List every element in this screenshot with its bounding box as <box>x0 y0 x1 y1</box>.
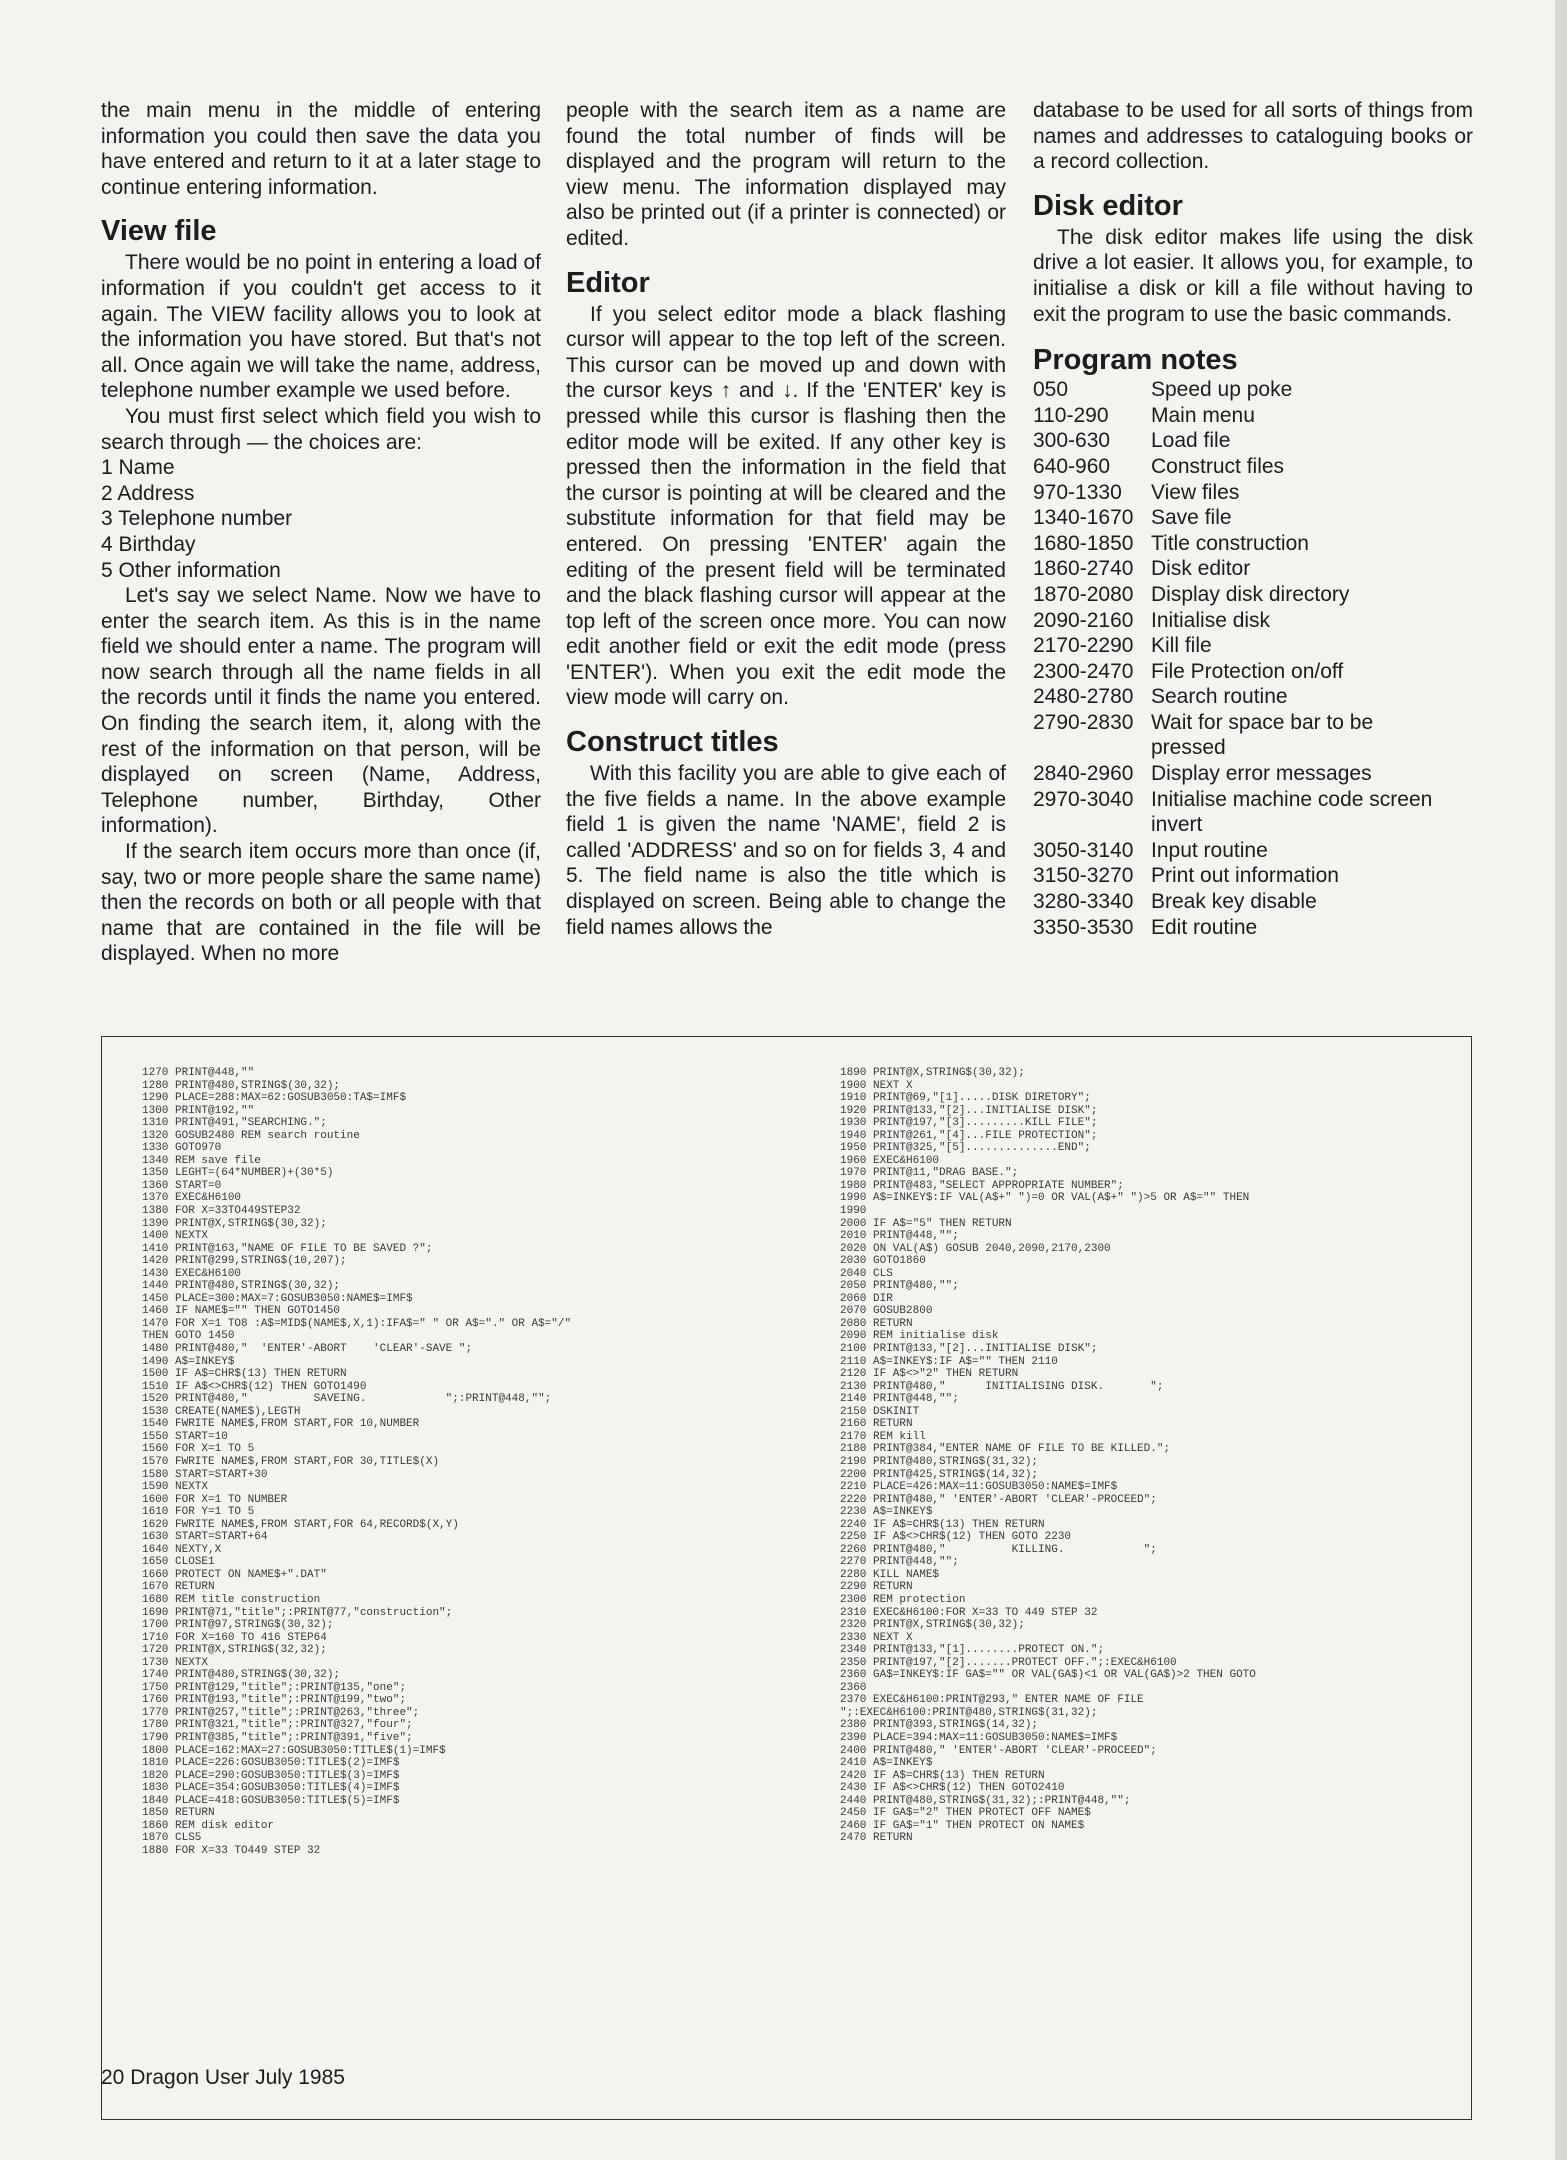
note-range: 640-960 <box>1033 454 1111 478</box>
code-listing-right: 1890 PRINT@X,STRING$(30,32); 1900 NEXT X 1910 PRINT@69,"[1].....DISK DIRETORY"; 1920 PRINT@133,"[2]...INITIALISE DISK"; 1930 PRINT@197,"[3].........KILL FILE"; 1940 PRINT@261,"[4]...FILE PROTECTION"; 1950 PRINT@325,"[5]..............END"; 1960 EXEC&H6100 1970 PRINT@11,"DRAG BASE."; 1980 PRINT@483,"SELECT APPROPRIATE NUMBER"; 1990 A$=INKEY$:IF VAL(A$+" ")=0 OR VAL(A$+" ")>5 OR A$="" THEN 1990 2000 IF A$="5" THEN RETURN 2010 PRINT@448,""; 2020 ON VAL(A$) GOSUB 2040,2090,2170,2300 2030 GOTO1860 2040 CLS 2050 PRINT@480,""; 2060 DIR 2070 GOSUB2800 2080 RETURN 2090 REM initialise disk 2100 PRINT@133,"[2]...INITIALISE DISK"; 2110 A$=INKEY$:IF A$="" THEN 2110 2120 IF A$<>"2" THEN RETURN 2130 PRINT@480," INITIALISING DISK. "; 2140 PRINT@448,""; 2150 DSKINIT 2160 RETURN 2170 REM kill 2180 PRINT@384,"ENTER NAME OF FILE TO BE KILLED."; 2190 PRINT@480,STRING$(31,32); 2200 PRINT@425,STRING$(14,32); 2210 PLACE=426:MAX=11:GOSUB3050:NAME$=IMF$ 2220 PRINT@480," 'ENTER'-ABORT 'CLEAR'-PROCEED"; 2230 A$=INKEY$ 2240 IF A$=CHR$(13) THEN RETURN 2250 IF A$<>CHR$(12) THEN GOTO 2230 2260 PRINT@480," KILLING. "; 2270 PRINT@448,""; 2280 KILL NAME$ 2290 RETURN 2300 REM protection 2310 EXEC&H6100:FOR X=33 TO 449 STEP 32 2320 PRINT@X,STRING$(30,32); 2330 NEXT X 2340 PRINT@133,"[1]........PROTECT ON."; 2350 PRINT@197,"[2].......PROTECT OFF.";:EXEC&H6100 2360 GA$=INKEY$:IF GA$="" OR VAL(GA$)<1 OR VAL(GA$)>2 THEN GOTO 2360 2370 EXEC&H6100:PRINT@293," ENTER NAME OF FILE ";:EXEC&H6100:PRINT@480,STRING$(31,32); 2380 PRINT@393,STRING$(14,32); 2390 PLACE=394:MAX=11:GOSUB3050:NAME$=IMF$ 2400 PRINT@480," 'ENTER'-ABORT 'CLEAR'-PROCEED"; 2410 A$=INKEY$ 2420 IF A$=CHR$(13) THEN RETURN 2430 IF A$<>CHR$(12) THEN GOTO2410 2440 PRINT@480,STRING$(31,32);:PRINT@448,""; 2450 IF GA$="2" THEN PROTECT OFF NAME$ 2460 IF GA$="1" THEN PROTECT ON NAME$ 2470 RETURN <box>840 1067 1256 1845</box>
note-desc: Construct files <box>1151 454 1285 478</box>
note-row <box>1033 787 1473 838</box>
note-desc: Initialise machine code screen invert <box>1151 787 1433 837</box>
note-row <box>1033 889 1473 915</box>
note-row <box>1033 915 1473 941</box>
note-row <box>1033 505 1473 531</box>
note-row <box>1033 403 1473 429</box>
note-desc: Initialise disk <box>1151 608 1271 632</box>
note-desc: Save file <box>1151 506 1232 530</box>
field-choice: 4 Birthday <box>101 532 196 556</box>
view-file-heading: View file <box>101 215 217 248</box>
construct-titles-paragraph: With this facility you are able to give each of the five fields a name. In the above example field 1 is given the name 'NAME', field 2 is called 'ADDRESS' and so on for fields 3, 4 and 5. The field name is also the title which is displayed on screen. Being able to change the field names allows the <box>566 762 1006 939</box>
note-desc: Edit routine <box>1151 915 1258 939</box>
note-range: 2090-2160 <box>1033 608 1134 632</box>
field-choices-list <box>101 455 541 583</box>
view-paragraph-2: You must first select which field you wish to search through — the choices are: <box>101 404 541 454</box>
note-desc: Kill file <box>1151 634 1212 658</box>
note-desc: Title construction <box>1151 531 1309 555</box>
view-paragraph-4: If the search item occurs more than once (if, say, two or more people share the same name) then the records on both or all people with that name that are contained in the file will be displayed. When no more <box>101 840 541 966</box>
note-row <box>1033 377 1473 403</box>
note-range: 3350-3530 <box>1033 915 1134 939</box>
note-row <box>1033 761 1473 787</box>
note-row <box>1033 838 1473 864</box>
page-footer: 20 Dragon User July 1985 <box>101 2066 345 2089</box>
note-row <box>1033 428 1473 454</box>
note-range: 1860-2740 <box>1033 557 1134 581</box>
note-range: 2790-2830 <box>1033 710 1134 734</box>
editor-paragraph: If you select editor mode a black flashing cursor will appear to the top left of the screen. This cursor can be moved up and down with the cursor keys ↑ and ↓. If the 'ENTER' key is pressed while this cursor is flashing then the editor mode will be exited. If any other key is pressed then the information in the field that the cursor is pointing at will be cleared and the substitute information for that field may be entered. On pressing 'ENTER' again the editing of the present field will be terminated and the black flashing cursor will appear at the top left of the screen once more. You can now edit another field or exit the edit mode (press 'ENTER'). When you exit the edit mode the view mode will carry on. <box>566 302 1006 710</box>
note-range: 970-1330 <box>1033 480 1122 504</box>
code-listing-left: 1270 PRINT@448,"" 1280 PRINT@480,STRING$(30,32); 1290 PLACE=288:MAX=62:GOSUB3050:TA$=IMF$ 1300 PRINT@192,"" 1310 PRINT@491,"SEARCHING."; 1320 GOSUB2480 REM search routine 1330 GOTO970 1340 REM save file 1350 LEGHT=(64*NUMBER)+(30*5) 1360 START=0 1370 EXEC&H6100 1380 FOR X=33TO449STEP32 1390 PRINT@X,STRING$(30,32); 1400 NEXTX 1410 PRINT@163,"NAME OF FILE TO BE SAVED ?"; 1420 PRINT@299,STRING$(10,207); 1430 EXEC&H6100 1440 PRINT@480,STRING$(30,32); 1450 PLACE=300:MAX=7:GOSUB3050:NAME$=IMF$ 1460 IF NAME$="" THEN GOTO1450 1470 FOR X=1 TO8 :A$=MID$(NAME$,X,1):IFA$=" " OR A$="." OR A$="/" THEN GOTO 1450 1480 PRINT@480," 'ENTER'-ABORT 'CLEAR'-SAVE "; 1490 A$=INKEY$ 1500 IF A$=CHR$(13) THEN RETURN 1510 IF A$<>CHR$(12) THEN GOTO1490 1520 PRINT@480," SAVEING. ";:PRINT@448,""; 1530 CREATE(NAME$),LEGTH 1540 FWRITE NAME$,FROM START,FOR 10,NUMBER 1550 START=10 1560 FOR X=1 TO 5 1570 FWRITE NAME$,FROM START,FOR 30,TITLE$(X) 1580 START=START+30 1590 NEXTX 1600 FOR X=1 TO NUMBER 1610 FOR Y=1 TO 5 1620 FWRITE NAME$,FROM START,FOR 64,RECORD$(X,Y) 1630 START=START+64 1640 NEXTY,X 1650 CLOSE1 1660 PROTECT ON NAME$+".DAT" 1670 RETURN 1680 REM title construction 1690 PRINT@71,"title";:PRINT@77,"construction"; 1700 PRINT@97,STRING$(30,32); 1710 FOR X=160 TO 416 STEP64 1720 PRINT@X,STRING$(32,32); 1730 NEXTX 1740 PRINT@480,STRING$(30,32); 1750 PRINT@129,"title";:PRINT@135,"one"; 1760 PRINT@193,"title";:PRINT@199,"two"; 1770 PRINT@257,"title";:PRINT@263,"three"; 1780 PRINT@321,"title";:PRINT@327,"four"; 1790 PRINT@385,"title";:PRINT@391,"five"; 1800 PLACE=162:MAX=27:GOSUB3050:TITLE$(1)=IMF$ 1810 PLACE=226:GOSUB3050:TITLE$(2)=IMF$ 1820 PLACE=290:GOSUB3050:TITLE$(3)=IMF$ 1830 PLACE=354:GOSUB3050:TITLE$(4)=IMF$ 1840 PLACE=418:GOSUB3050:TITLE$(5)=IMF$ 1850 RETURN 1860 REM disk editor 1870 CLS5 1880 FOR X=33 TO449 STEP 32 <box>142 1067 572 1857</box>
col3-continuation: database to be used for all sorts of things from names and addresses to cataloguing books or a record collection. <box>1033 99 1473 174</box>
view-paragraph-3: Let's say we select Name. Now we have to enter the search item. As this is in the name field we should enter a name. The program will now search through all the name fields in all the records until it finds the name you entered. On finding the search item, it, along with the rest of the information on that person, will be displayed on screen (Name, Address, Telephone number, Birthday, Other information). <box>101 584 541 838</box>
note-row <box>1033 659 1473 685</box>
note-range: 2300-2470 <box>1033 659 1134 683</box>
note-desc: View files <box>1151 480 1240 504</box>
column-2 <box>566 98 1006 940</box>
note-range: 2970-3040 <box>1033 787 1134 811</box>
note-desc: Main menu <box>1151 403 1255 427</box>
note-range: 2840-2960 <box>1033 762 1134 786</box>
note-range: 3050-3140 <box>1033 838 1134 862</box>
note-range: 1870-2080 <box>1033 582 1134 606</box>
program-notes-heading: Program notes <box>1033 344 1238 377</box>
column-3 <box>1033 98 1473 940</box>
note-desc: Input routine <box>1151 838 1268 862</box>
note-desc: Display disk directory <box>1151 582 1350 606</box>
note-row <box>1033 710 1473 761</box>
note-range: 1680-1850 <box>1033 531 1134 555</box>
note-desc: Wait for space bar to be pressed <box>1151 710 1374 760</box>
note-range: 1340-1670 <box>1033 506 1134 530</box>
editor-heading: Editor <box>566 266 650 299</box>
note-row <box>1033 633 1473 659</box>
note-row <box>1033 582 1473 608</box>
note-desc: File Protection on/off <box>1151 659 1344 683</box>
program-notes-list <box>1033 377 1473 940</box>
field-choice: 5 Other information <box>101 558 281 582</box>
col2-continuation: people with the search item as a name are found the total number of finds will be displayed and the program will return to the view menu. The information displayed may also be printed out (if a printer is connected) or edited. <box>566 99 1006 250</box>
note-desc: Display error messages <box>1151 762 1372 786</box>
note-range: 300-630 <box>1033 429 1111 453</box>
field-choice: 2 Address <box>101 481 195 505</box>
construct-titles-heading: Construct titles <box>566 726 779 759</box>
note-range: 110-290 <box>1033 403 1109 427</box>
col1-intro: the main menu in the middle of entering information you could then save the data you have entered and return to it at a later stage to continue entering information. <box>101 99 541 199</box>
note-desc: Load file <box>1151 429 1231 453</box>
note-desc: Search routine <box>1151 685 1288 709</box>
note-row <box>1033 480 1473 506</box>
note-row <box>1033 556 1473 582</box>
field-choice: 1 Name <box>101 456 175 480</box>
column-1 <box>101 98 541 967</box>
disk-editor-paragraph: The disk editor makes life using the disk drive a lot easier. It allows you, for example, to initialise a disk or kill a file without having to exit the program to use the basic commands. <box>1033 225 1473 326</box>
note-range: 3280-3340 <box>1033 890 1134 914</box>
note-desc: Disk editor <box>1151 557 1251 581</box>
note-range: 3150-3270 <box>1033 864 1134 888</box>
note-range: 2170-2290 <box>1033 634 1134 658</box>
note-row <box>1033 863 1473 889</box>
note-range: 050 <box>1033 378 1069 402</box>
page-edge-shadow <box>1555 0 1567 2160</box>
note-row <box>1033 684 1473 710</box>
field-choice: 3 Telephone number <box>101 507 293 531</box>
note-desc: Print out information <box>1151 864 1339 888</box>
disk-editor-heading: Disk editor <box>1033 189 1183 222</box>
note-row <box>1033 531 1473 557</box>
view-paragraph-1: There would be no point in entering a load of information if you couldn't get access to it again. The VIEW facility allows you to look at the information you have stored. But that's not all. Once again we will take the name, address, telephone number example we used before. <box>101 251 541 403</box>
code-listing-box <box>101 1036 1472 2120</box>
note-row <box>1033 608 1473 634</box>
note-range: 2480-2780 <box>1033 685 1134 709</box>
note-row <box>1033 454 1473 480</box>
note-desc: Break key disable <box>1151 890 1317 914</box>
note-desc: Speed up poke <box>1151 378 1293 402</box>
